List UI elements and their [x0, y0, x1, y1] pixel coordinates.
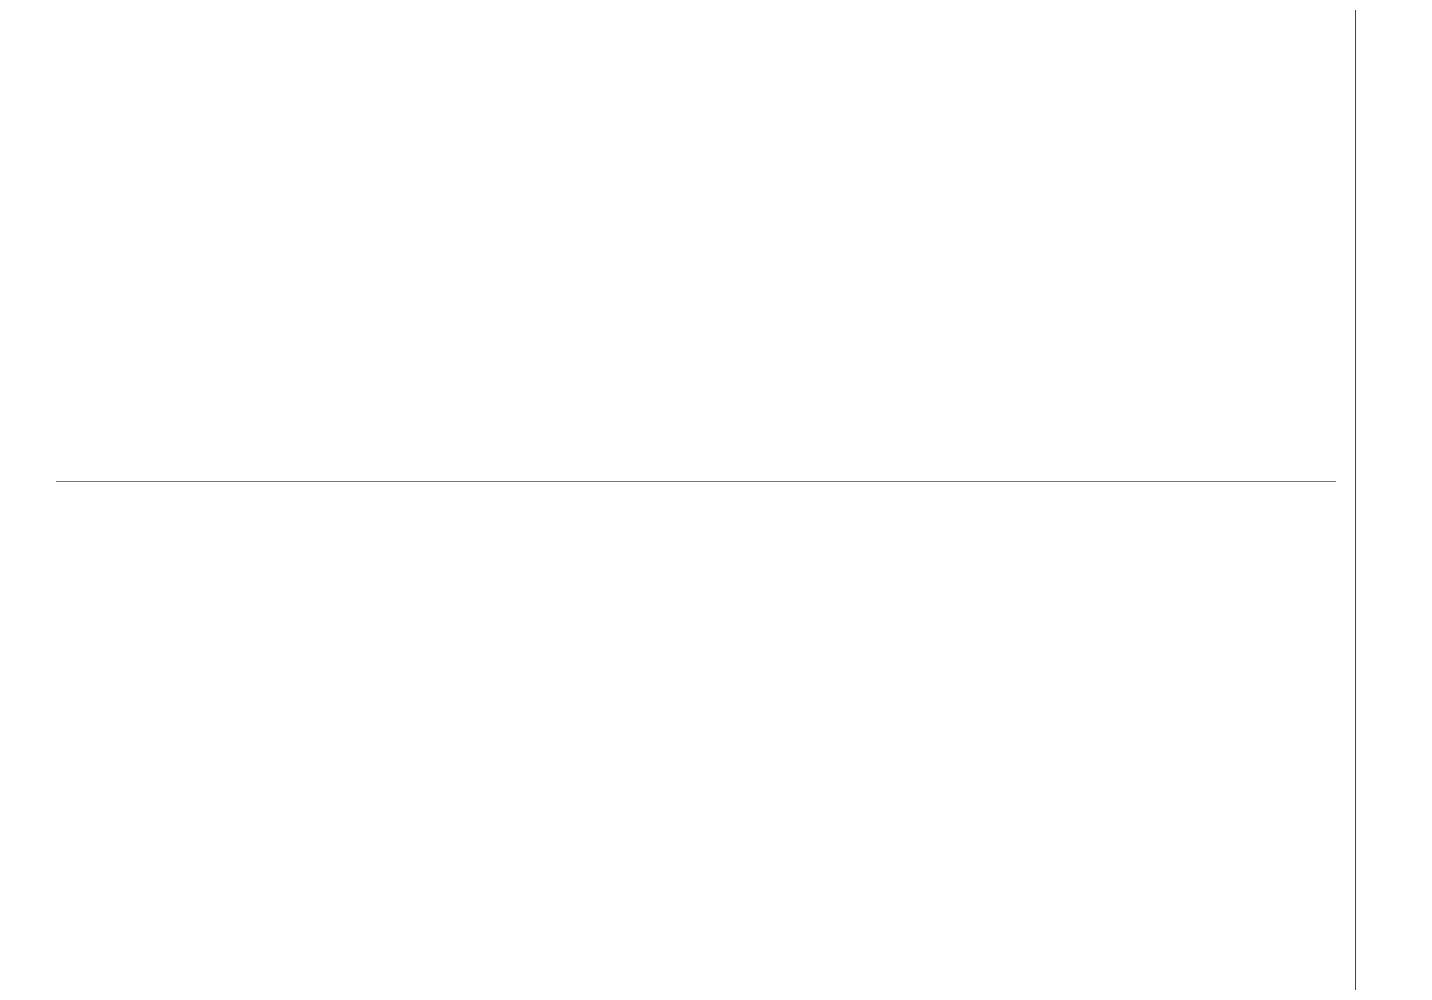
column-divider	[56, 481, 1336, 482]
side-imprint	[1400, 14, 1414, 984]
page-header	[1355, 10, 1392, 990]
right-column-text	[56, 495, 1336, 950]
left-column-text	[56, 20, 1336, 470]
